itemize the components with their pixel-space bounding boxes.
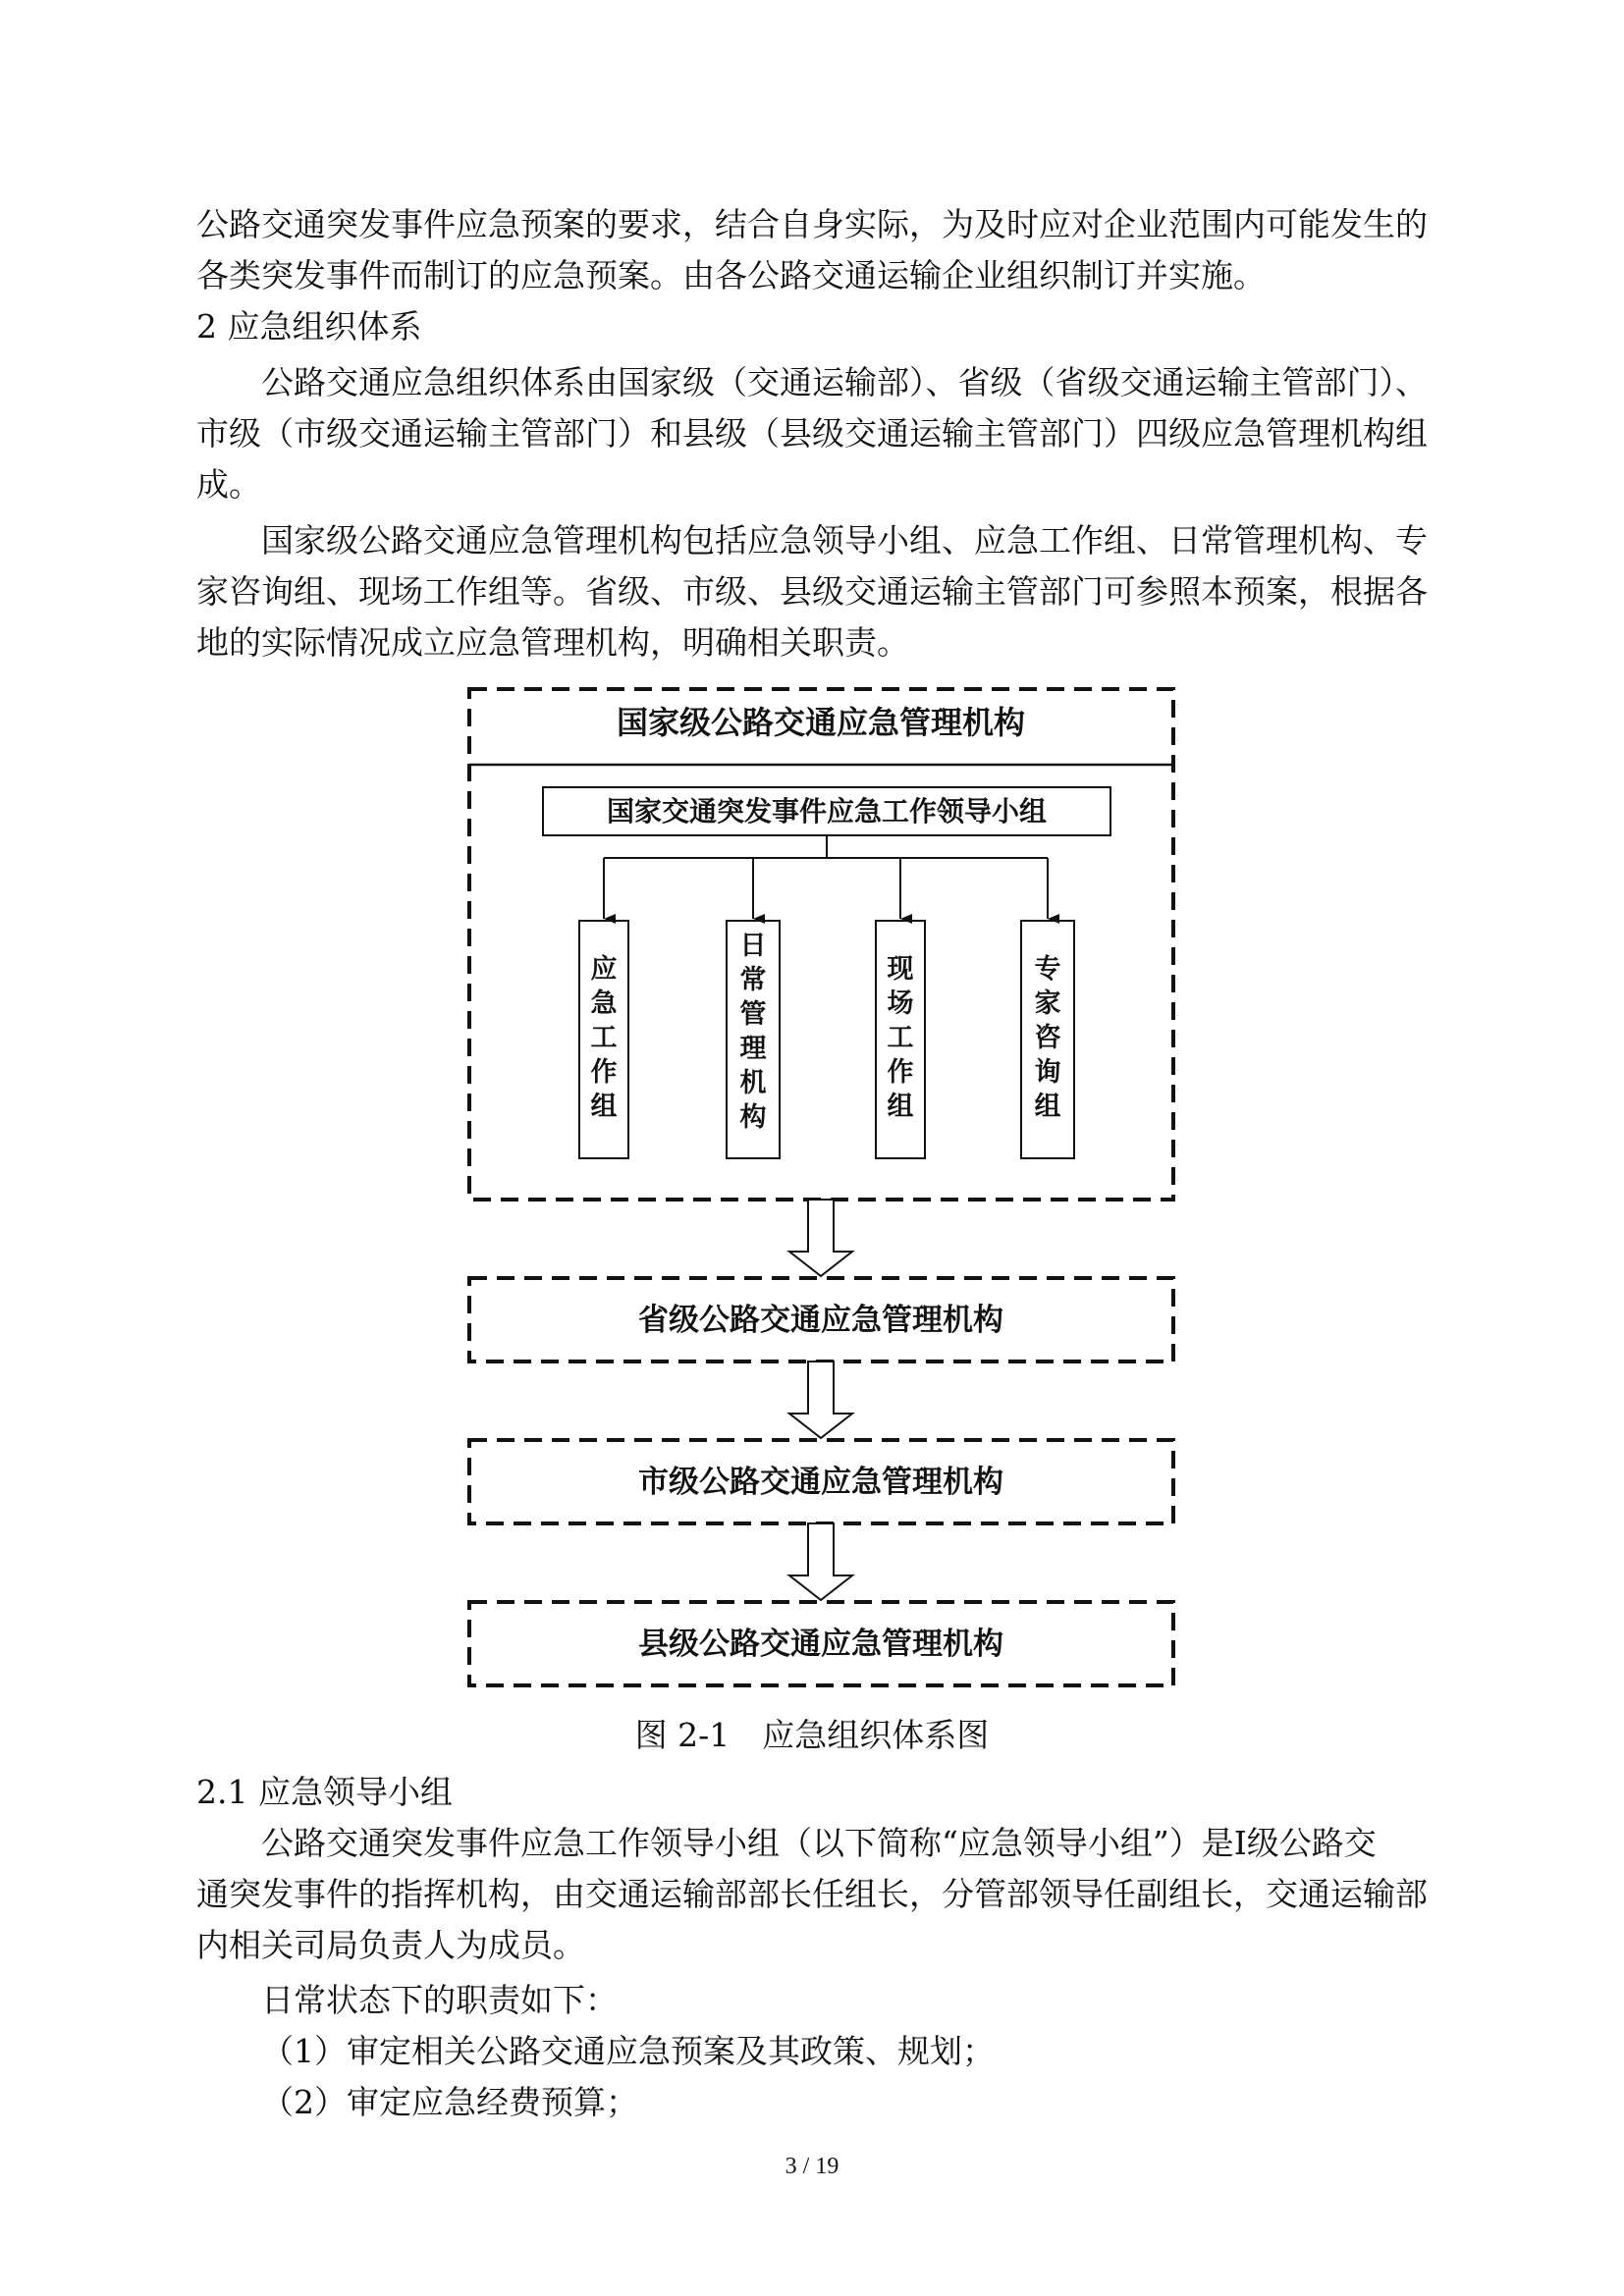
sub-unit-char: 作 [590,1057,618,1088]
paragraph-line: 内相关司局负责人为成员。 [196,1926,585,1964]
intro-line: 各类突发事件而制订的应急预案。由各公路交通运输企业组织制订并实施。 [196,256,1266,294]
leading-group-label: 国家交通突发事件应急工作领导小组 [606,795,1048,828]
municipal-label: 市级公路交通应急管理机构 [638,1465,1003,1500]
lower-text [196,1767,1438,2128]
paragraph-line: 市级（市级交通运输主管部门）和县级（县级交通运输主管部门）四级应急管理机构组 [196,414,1428,453]
sub-unit-char: 理 [739,1034,767,1064]
county-label: 县级公路交通应急管理机构 [638,1627,1003,1662]
sub-unit-char: 作 [887,1057,914,1088]
sub-unit-char: 常 [739,965,767,995]
hollow-down-arrow [789,1362,852,1438]
sub-unit-char: 管 [739,999,767,1030]
section-heading: 2.1 应急领导小组 [196,1773,453,1811]
sub-unit-char: 组 [887,1092,914,1122]
page-number: 3 / 19 [785,2154,839,2179]
paragraph-line: 地的实际情况成立应急管理机构，明确相关职责。 [196,623,909,662]
sub-unit-char: 急 [590,988,618,1019]
paragraph-line: 国家级公路交通应急管理机构包括应急领导小组、应急工作组、日常管理机构、专 [261,521,1428,560]
sub-unit-char: 家 [1034,988,1061,1019]
sub-unit-char: 工 [590,1023,618,1053]
section-heading: 2 应急组织体系 [196,307,422,346]
paragraph-line: 公路交通应急组织体系由国家级（交通运输部）、省级（省级交通运输主管部门）、 [261,363,1428,401]
provincial-label: 省级公路交通应急管理机构 [638,1303,1003,1338]
paragraph-line: 通突发事件的指挥机构，由交通运输部部长任组长，分管部领导任副组长，交通运输部 [196,1875,1428,1913]
paragraph-line: 公路交通突发事件应急工作领导小组（以下简称“应急领导小组”）是Ⅰ级公路交 [261,1824,1377,1862]
paragraph-line: 日常状态下的职责如下： [261,1981,618,2019]
sub-unit-char: 日 [739,931,767,961]
paragraph-line: 成。 [196,465,261,504]
sub-unit-char: 咨 [1034,1023,1061,1053]
figure-caption: 图 2-1 应急组织体系图 [634,1716,990,1754]
hollow-down-arrow [789,1523,852,1600]
sub-unit-char: 构 [739,1102,767,1133]
sub-unit-char: 现 [887,954,914,985]
sub-unit-char: 组 [1034,1092,1061,1122]
sub-unit-char: 工 [887,1023,914,1053]
sub-unit-char: 询 [1034,1057,1061,1088]
sub-unit-char: 专 [1034,954,1061,985]
paragraph-line: 家咨询组、现场工作组等。省级、市级、县级交通运输主管部门可参照本预案，根据各 [196,572,1428,611]
list-item: （2）审定应急经费预算； [261,2083,638,2121]
list-item: （1）审定相关公路交通应急预案及其政策、规划； [261,2032,995,2070]
sub-unit-char: 应 [590,954,618,985]
sub-unit-char: 场 [887,988,914,1019]
sub-unit-char: 组 [590,1092,618,1122]
intro-line: 公路交通突发事件应急预案的要求，结合自身实际，为及时应对企业范围内可能发生的 [196,205,1428,243]
national-title: 国家级公路交通应急管理机构 [616,704,1026,741]
hollow-down-arrow [789,1200,852,1276]
sub-unit-char: 机 [739,1068,767,1098]
